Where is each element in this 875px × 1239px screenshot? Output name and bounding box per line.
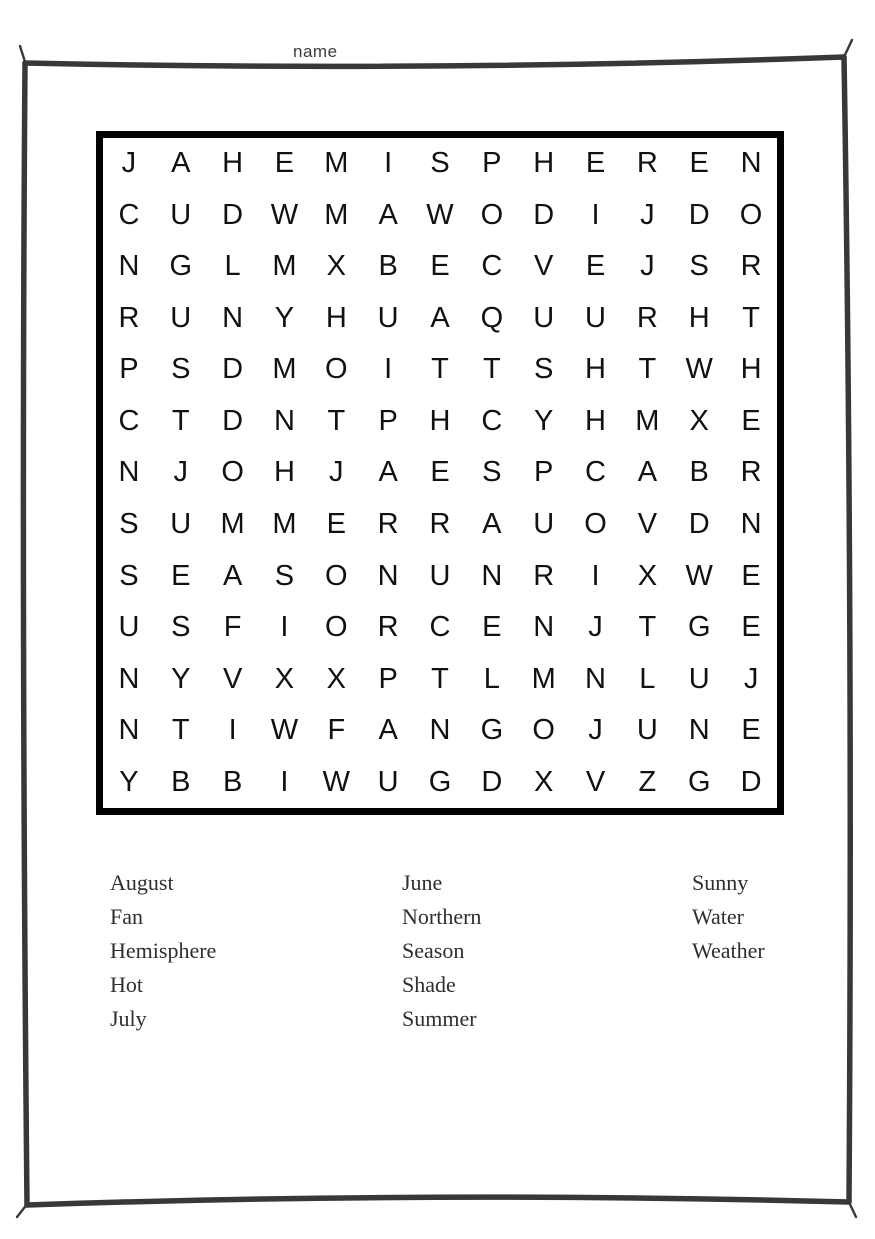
grid-letter-r4c5[interactable]: H bbox=[325, 301, 347, 334]
grid-letter-r3c2[interactable]: G bbox=[169, 250, 193, 283]
grid-letter-r12c6[interactable]: A bbox=[378, 714, 398, 747]
grid-letter-r3c1[interactable]: N bbox=[118, 250, 140, 283]
word-list-item: Northern bbox=[402, 904, 482, 929]
grid-letter-r11c3[interactable]: V bbox=[222, 662, 243, 695]
grid-letter-r5c8[interactable]: T bbox=[482, 353, 501, 386]
grid-letter-r12c4[interactable]: W bbox=[270, 714, 299, 747]
grid-letter-r4c8[interactable]: Q bbox=[480, 301, 504, 334]
frame-bottom-edge bbox=[27, 1197, 849, 1205]
grid-letter-r10c8[interactable]: E bbox=[482, 611, 502, 644]
grid-letter-r4c7[interactable]: A bbox=[430, 301, 450, 334]
grid-letter-r11c2[interactable]: Y bbox=[171, 662, 191, 695]
word-list-item: Summer bbox=[402, 1006, 477, 1031]
grid-letter-r10c4[interactable]: I bbox=[280, 611, 289, 644]
grid-letter-r13c8[interactable]: D bbox=[481, 765, 503, 798]
grid-letter-r6c4[interactable]: N bbox=[273, 404, 295, 437]
grid-letter-r8c13[interactable]: N bbox=[740, 508, 762, 541]
grid-letter-r5c4[interactable]: M bbox=[272, 353, 297, 386]
grid-letter-r11c1[interactable]: N bbox=[118, 662, 140, 695]
grid-letter-r3c12[interactable]: S bbox=[689, 250, 709, 283]
grid-letter-r11c13[interactable]: J bbox=[743, 662, 759, 695]
grid-letter-r12c11[interactable]: U bbox=[636, 714, 658, 747]
grid-letter-r2c4[interactable]: W bbox=[270, 198, 299, 231]
word-list-column-2 bbox=[402, 866, 481, 1036]
grid-letter-r1c8[interactable]: P bbox=[482, 147, 502, 180]
grid-letter-r9c2[interactable]: E bbox=[171, 559, 191, 592]
grid-letter-r5c5[interactable]: O bbox=[325, 353, 348, 386]
grid-letter-r8c12[interactable]: D bbox=[688, 508, 710, 541]
grid-letter-r1c2[interactable]: A bbox=[171, 147, 191, 180]
grid-letter-r2c3[interactable]: D bbox=[222, 198, 244, 231]
frame-corner-spike-bottom-left bbox=[17, 1203, 28, 1217]
grid-letter-r3c13[interactable]: R bbox=[740, 250, 762, 283]
grid-letter-r12c2[interactable]: T bbox=[171, 714, 190, 747]
grid-letter-r7c8[interactable]: S bbox=[482, 456, 502, 489]
grid-letter-r13c13[interactable]: D bbox=[740, 765, 762, 798]
grid-letter-r1c13[interactable]: N bbox=[740, 147, 762, 180]
grid-letter-r11c10[interactable]: N bbox=[585, 662, 606, 695]
grid-letter-r1c10[interactable]: E bbox=[585, 147, 606, 180]
grid-letter-r6c5[interactable]: T bbox=[327, 404, 346, 437]
word-list-item: Fan bbox=[110, 904, 143, 929]
grid-letter-r10c2[interactable]: S bbox=[171, 611, 191, 644]
grid-letter-r11c6[interactable]: P bbox=[378, 662, 398, 695]
frame-corner-spike-top-left bbox=[20, 46, 26, 65]
frame-corner-spike-top-right bbox=[843, 40, 852, 59]
grid-letter-r6c7[interactable]: H bbox=[429, 404, 451, 437]
grid-letter-r11c12[interactable]: U bbox=[688, 662, 710, 695]
grid-letter-r6c12[interactable]: X bbox=[689, 404, 709, 437]
word-list-column-1 bbox=[110, 866, 216, 1036]
grid-letter-r9c10[interactable]: I bbox=[591, 559, 600, 592]
grid-letter-r8c10[interactable]: O bbox=[584, 508, 607, 541]
grid-letter-r7c5[interactable]: J bbox=[329, 456, 344, 489]
grid-letter-r13c3[interactable]: B bbox=[222, 765, 243, 798]
grid-letter-r12c5[interactable]: F bbox=[327, 714, 346, 747]
word-list-item: Shade bbox=[402, 972, 456, 997]
grid-letter-r10c11[interactable]: T bbox=[638, 611, 657, 644]
grid-letter-r12c8[interactable]: G bbox=[480, 714, 504, 747]
grid-letter-r1c12[interactable]: E bbox=[689, 147, 709, 180]
word-list-item: Weather bbox=[692, 938, 765, 963]
grid-letter-r4c1[interactable]: R bbox=[118, 301, 140, 334]
grid-letter-r4c2[interactable]: U bbox=[170, 301, 192, 334]
grid-letter-r2c9[interactable]: D bbox=[533, 198, 555, 231]
grid-letter-r6c11[interactable]: M bbox=[635, 404, 660, 437]
grid-letter-r3c5[interactable]: X bbox=[326, 250, 346, 283]
grid-letter-r6c10[interactable]: H bbox=[585, 404, 606, 437]
grid-letter-r1c11[interactable]: R bbox=[636, 147, 658, 180]
grid-letter-r9c6[interactable]: N bbox=[377, 559, 399, 592]
grid-letter-r2c6[interactable]: A bbox=[378, 198, 398, 231]
grid-letter-r8c7[interactable]: R bbox=[429, 508, 451, 541]
grid-letter-r8c8[interactable]: A bbox=[482, 508, 502, 541]
grid-letter-r10c13[interactable]: E bbox=[741, 611, 761, 644]
grid-letter-r13c5[interactable]: W bbox=[322, 765, 350, 798]
grid-letter-r7c3[interactable]: O bbox=[221, 456, 244, 489]
grid-letter-r8c5[interactable]: E bbox=[326, 508, 346, 541]
grid-letter-r12c1[interactable]: N bbox=[118, 714, 140, 747]
grid-letter-r10c6[interactable]: R bbox=[377, 611, 399, 644]
grid-letter-r3c11[interactable]: J bbox=[640, 250, 655, 283]
grid-letter-r11c9[interactable]: M bbox=[531, 662, 556, 695]
grid-letter-r6c2[interactable]: T bbox=[171, 404, 190, 437]
grid-letter-r6c8[interactable]: C bbox=[481, 404, 503, 437]
word-list-item: July bbox=[110, 1006, 147, 1031]
grid-letter-r3c7[interactable]: E bbox=[430, 250, 450, 283]
grid-letter-r2c10[interactable]: I bbox=[591, 198, 600, 231]
word-list-item: June bbox=[402, 870, 443, 895]
frame-top-edge bbox=[25, 57, 844, 66]
grid-letter-r1c5[interactable]: M bbox=[324, 147, 349, 180]
grid-letter-r12c12[interactable]: N bbox=[688, 714, 710, 747]
grid-letter-r10c12[interactable]: G bbox=[687, 611, 711, 644]
grid-letter-r8c3[interactable]: M bbox=[220, 508, 245, 541]
grid-letter-r12c10[interactable]: J bbox=[588, 714, 603, 747]
grid-letter-r12c9[interactable]: O bbox=[532, 714, 555, 747]
grid-letter-r5c12[interactable]: W bbox=[685, 353, 713, 386]
frame-left-edge bbox=[23, 63, 27, 1205]
grid-letter-r13c12[interactable]: G bbox=[687, 765, 711, 798]
grid-letter-r6c13[interactable]: E bbox=[741, 404, 761, 437]
grid-letter-r1c4[interactable]: E bbox=[274, 147, 295, 180]
grid-letter-r5c3[interactable]: D bbox=[222, 353, 244, 386]
name-label: name bbox=[289, 42, 342, 62]
grid-letter-r9c8[interactable]: N bbox=[481, 559, 503, 592]
grid-letter-r7c7[interactable]: E bbox=[430, 456, 450, 489]
grid-letter-r4c13[interactable]: T bbox=[742, 301, 760, 334]
grid-letter-r6c6[interactable]: P bbox=[378, 404, 398, 437]
grid-letter-r4c11[interactable]: R bbox=[636, 301, 658, 334]
grid-letter-r8c11[interactable]: V bbox=[637, 508, 658, 541]
grid-letter-r11c5[interactable]: X bbox=[326, 662, 346, 695]
grid-letter-r4c6[interactable]: U bbox=[377, 301, 399, 334]
grid-letter-r13c7[interactable]: G bbox=[428, 765, 452, 798]
grid-letter-r5c11[interactable]: T bbox=[638, 353, 657, 386]
grid-letter-r13c6[interactable]: U bbox=[377, 765, 399, 798]
grid-letter-r11c4[interactable]: X bbox=[274, 662, 295, 695]
grid-letter-r7c12[interactable]: B bbox=[689, 456, 709, 489]
word-list-item: Water bbox=[692, 904, 744, 929]
grid-letter-r4c9[interactable]: U bbox=[533, 301, 555, 334]
grid-letter-r8c2[interactable]: U bbox=[170, 508, 192, 541]
grid-letter-r12c3[interactable]: I bbox=[228, 714, 237, 747]
word-list-item: August bbox=[110, 870, 174, 895]
grid-letter-r13c10[interactable]: V bbox=[585, 765, 606, 798]
grid-letter-r7c13[interactable]: R bbox=[740, 456, 762, 489]
word-list-item: Sunny bbox=[692, 870, 749, 895]
grid-letter-r10c10[interactable]: J bbox=[588, 611, 603, 644]
grid-letter-r13c1[interactable]: Y bbox=[119, 765, 139, 798]
grid-letter-r7c6[interactable]: A bbox=[378, 456, 398, 489]
word-search-grid bbox=[96, 131, 784, 815]
grid-letter-r9c3[interactable]: A bbox=[222, 559, 243, 592]
grid-letter-r13c2[interactable]: B bbox=[171, 765, 191, 798]
grid-letter-r8c9[interactable]: U bbox=[533, 508, 555, 541]
grid-letter-r2c12[interactable]: D bbox=[688, 198, 710, 231]
grid-letter-r5c1[interactable]: P bbox=[119, 353, 139, 386]
grid-letter-r8c6[interactable]: R bbox=[377, 508, 399, 541]
grid-letter-r4c3[interactable]: N bbox=[222, 301, 244, 334]
grid-letter-r11c7[interactable]: T bbox=[431, 662, 449, 695]
grid-letter-r13c9[interactable]: X bbox=[534, 765, 554, 798]
word-list-item: Hot bbox=[110, 972, 143, 997]
grid-letter-r9c4[interactable]: S bbox=[274, 559, 295, 592]
grid-letter-r6c1[interactable]: C bbox=[118, 404, 140, 437]
grid-letter-r6c3[interactable]: D bbox=[222, 404, 244, 437]
grid-letter-r3c6[interactable]: B bbox=[378, 250, 398, 283]
grid-letter-r10c5[interactable]: O bbox=[325, 611, 348, 644]
grid-letter-r2c11[interactable]: J bbox=[640, 198, 655, 231]
grid-letter-r7c4[interactable]: H bbox=[273, 456, 295, 489]
grid-letter-r7c11[interactable]: A bbox=[637, 456, 658, 489]
grid-letter-r3c8[interactable]: C bbox=[481, 250, 503, 283]
grid-letter-r1c9[interactable]: H bbox=[533, 147, 555, 180]
grid-letter-r5c9[interactable]: S bbox=[534, 353, 554, 386]
grid-letter-r1c3[interactable]: H bbox=[222, 147, 244, 180]
grid-letter-r7c9[interactable]: P bbox=[534, 456, 554, 489]
grid-letter-r8c4[interactable]: M bbox=[272, 508, 297, 541]
grid-letter-r2c7[interactable]: W bbox=[426, 198, 454, 231]
grid-letter-r9c12[interactable]: W bbox=[685, 559, 713, 592]
grid-letter-r10c3[interactable]: F bbox=[223, 611, 242, 644]
grid-letter-r4c4[interactable]: Y bbox=[274, 301, 295, 334]
grid-letter-r11c11[interactable]: L bbox=[639, 662, 656, 695]
grid-letter-r10c7[interactable]: C bbox=[429, 611, 451, 644]
frame-right-edge bbox=[844, 57, 850, 1202]
grid-letter-r5c10[interactable]: H bbox=[585, 353, 606, 386]
grid-letter-r1c1[interactable]: J bbox=[121, 147, 137, 180]
grid-letter-r9c1[interactable]: S bbox=[119, 559, 139, 592]
word-list-item: Hemisphere bbox=[110, 938, 217, 963]
grid-letter-r9c9[interactable]: R bbox=[533, 559, 555, 592]
grid-letter-r2c1[interactable]: C bbox=[118, 198, 140, 231]
grid-letter-r7c10[interactable]: C bbox=[585, 456, 606, 489]
grid-letter-r3c3[interactable]: L bbox=[224, 250, 241, 283]
grid-letter-r11c8[interactable]: L bbox=[483, 662, 500, 695]
grid-letter-r12c7[interactable]: N bbox=[429, 714, 451, 747]
grid-letter-r12c13[interactable]: E bbox=[741, 714, 761, 747]
grid-letter-r3c4[interactable]: M bbox=[272, 250, 297, 283]
grid-letter-r9c7[interactable]: U bbox=[429, 559, 451, 592]
grid-letter-r7c1[interactable]: N bbox=[118, 456, 140, 489]
grid-letter-r1c7[interactable]: S bbox=[430, 147, 450, 180]
frame-corner-spike-bottom-right bbox=[848, 1200, 856, 1217]
grid-letter-r8c1[interactable]: S bbox=[119, 508, 139, 541]
grid-letter-r13c4[interactable]: I bbox=[280, 765, 289, 798]
grid-letter-r5c2[interactable]: S bbox=[171, 353, 191, 386]
grid-letter-r9c5[interactable]: O bbox=[325, 559, 348, 592]
grid-letter-r2c5[interactable]: M bbox=[324, 198, 349, 231]
grid-letter-r4c10[interactable]: U bbox=[585, 301, 606, 334]
grid-letter-r4c12[interactable]: H bbox=[688, 301, 710, 334]
grid-letter-r5c7[interactable]: T bbox=[431, 353, 449, 386]
grid-letter-r5c13[interactable]: H bbox=[740, 353, 762, 386]
grid-letter-r3c10[interactable]: E bbox=[585, 250, 606, 283]
grid-letter-r1c6[interactable]: I bbox=[384, 147, 393, 180]
grid-letter-r9c11[interactable]: X bbox=[637, 559, 658, 592]
grid-letter-r6c9[interactable]: Y bbox=[534, 404, 554, 437]
grid-letter-r13c11[interactable]: Z bbox=[638, 765, 657, 798]
grid-letter-r10c1[interactable]: U bbox=[118, 611, 140, 644]
grid-letter-r9c13[interactable]: E bbox=[741, 559, 761, 592]
grid-letter-r10c9[interactable]: N bbox=[533, 611, 555, 644]
grid-letter-r5c6[interactable]: I bbox=[384, 353, 393, 386]
word-list-item: Season bbox=[402, 938, 465, 963]
grid-letter-r2c2[interactable]: U bbox=[170, 198, 192, 231]
grid-letter-r2c13[interactable]: O bbox=[739, 198, 763, 231]
grid-letter-r3c9[interactable]: V bbox=[534, 250, 554, 283]
grid-letter-r7c2[interactable]: J bbox=[173, 456, 189, 489]
word-list-column-3 bbox=[692, 866, 765, 968]
grid-letter-r2c8[interactable]: O bbox=[480, 198, 504, 231]
